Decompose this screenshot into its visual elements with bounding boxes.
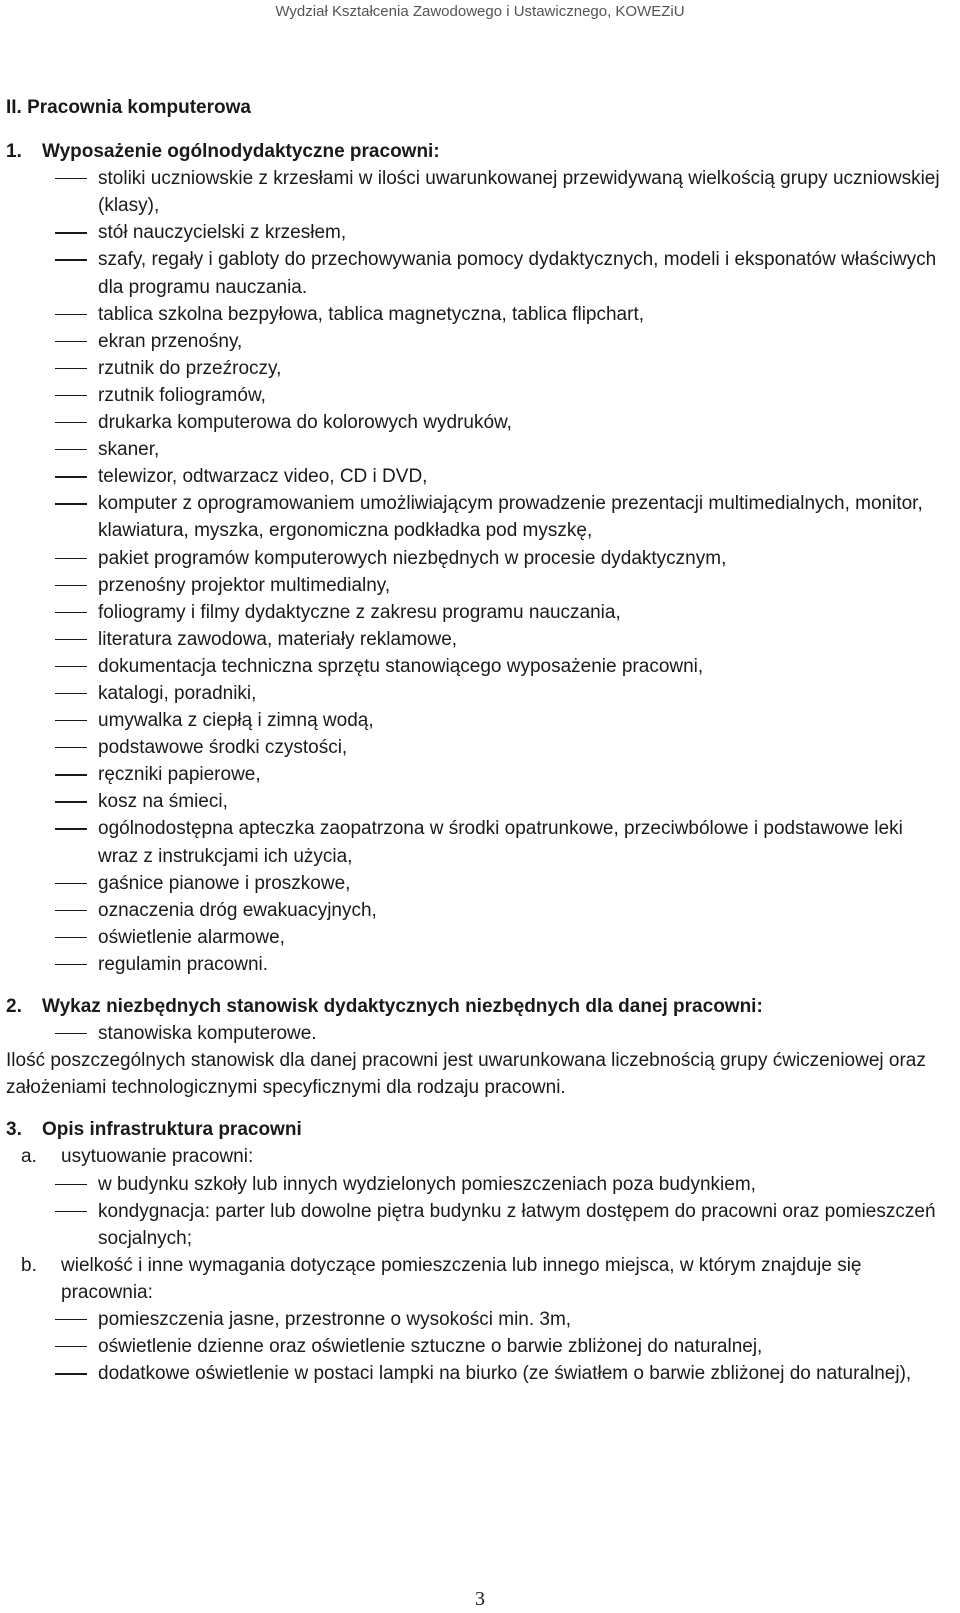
list-item-text: oznaczenia dróg ewakuacyjnych, (98, 899, 377, 921)
list-item-text: regulamin pracowni. (98, 953, 269, 975)
list-item (0, 572, 960, 599)
dash-bullet-icon (55, 558, 87, 559)
section-3-title: Opis infrastruktura pracowni (42, 1119, 302, 1141)
list-item-text: pomieszczenia jasne, przestronne o wysokości min. 3m, (98, 1309, 572, 1331)
list-item (0, 951, 960, 978)
list-item (0, 490, 960, 544)
list-item (0, 924, 960, 951)
list-item (0, 436, 960, 463)
list-item (0, 165, 960, 219)
section-2-number: 2. (6, 996, 22, 1017)
dash-bullet-icon (55, 503, 87, 504)
list-item (0, 707, 960, 734)
dash-bullet-icon (55, 1184, 87, 1185)
list-item-text: podstawowe środki czystości, (98, 737, 348, 759)
list-item-text: skaner, (98, 439, 160, 461)
dash-bullet-icon (55, 1033, 87, 1034)
list-item (0, 463, 960, 490)
location-list (0, 1171, 960, 1252)
list-item-text: foliogramy i filmy dydaktyczne z zakresu programu nauczania, (98, 601, 621, 623)
list-item-text: literatura zawodowa, materiały reklamowe, (98, 628, 458, 650)
list-item (0, 734, 960, 761)
dash-bullet-icon (55, 964, 87, 965)
section-2-heading (0, 993, 960, 1020)
list-item-text: telewizor, odtwarzacz video, CD i DVD, (98, 466, 428, 488)
list-item-text: gaśnice pianowe i proszkowe, (98, 872, 351, 894)
list-item (0, 355, 960, 382)
list-item-text: stoliki uczniowskie z krzesłami w ilości uwarunkowanej przewidywaną wielkością grupy uczniowskiej (klasy), (98, 168, 940, 217)
list-item (0, 599, 960, 626)
list-item (0, 626, 960, 653)
list-item (0, 1171, 960, 1198)
list-item-text: pakiet programów komputerowych niezbędnych w procesie dydaktycznym, (98, 547, 727, 569)
list-item-text: rzutnik foliogramów, (98, 384, 266, 406)
list-item-text: stół nauczycielski z krzesłem, (98, 222, 347, 244)
document-body (0, 94, 960, 1387)
list-item (0, 897, 960, 924)
section-1-title: Wyposażenie ogólnodydaktyczne pracowni: (42, 141, 440, 163)
list-item-text: katalogi, poradniki, (98, 682, 257, 704)
dash-bullet-icon (55, 828, 87, 829)
list-item (0, 1306, 960, 1333)
dash-bullet-icon (55, 612, 87, 613)
page-number: 3 (475, 1588, 485, 1610)
list-item-text: dokumentacja techniczna sprzętu stanowiącego wyposażenie pracowni, (98, 655, 704, 677)
list-item (0, 328, 960, 355)
list-item (0, 788, 960, 815)
dash-bullet-icon (55, 1373, 87, 1374)
dash-bullet-icon (55, 883, 87, 884)
workstation-list (0, 1020, 960, 1047)
dash-bullet-icon (55, 720, 87, 721)
equipment-list (0, 165, 960, 978)
list-item (0, 680, 960, 707)
dash-bullet-icon (55, 693, 87, 694)
list-item-text: oświetlenie dzienne oraz oświetlenie sztuczne o barwie zbliżonej do naturalnej, (98, 1336, 763, 1358)
list-item (0, 301, 960, 328)
list-item (0, 761, 960, 788)
dash-bullet-icon (55, 476, 87, 477)
list-item-text: stanowiska komputerowe. (98, 1023, 317, 1045)
dash-bullet-icon (55, 774, 87, 775)
list-item-text: ogólnodostępna apteczka zaopatrzona w środki opatrunkowe, przeciwbólowe i podstawowe leki wraz z instrukcjami ich użycia, (98, 818, 903, 867)
dash-bullet-icon (55, 314, 87, 315)
subpoint-a-text: usytuowanie pracowni: (61, 1146, 254, 1168)
subpoint-a (0, 1143, 960, 1170)
list-item (0, 409, 960, 436)
list-item-text: dodatkowe oświetlenie w postaci lampki na biurko (ze światłem o barwie zbliżonej do naturalnej), (98, 1363, 912, 1385)
dash-bullet-icon (55, 368, 87, 369)
list-item-text: przenośny projektor multimedialny, (98, 574, 391, 596)
dash-bullet-icon (55, 639, 87, 640)
room-requirements-list (0, 1306, 960, 1387)
list-item (0, 1360, 960, 1387)
dash-bullet-icon (55, 937, 87, 938)
list-item-text: drukarka komputerowa do kolorowych wydruków, (98, 412, 512, 434)
section-2-paragraph: Ilość poszczególnych stanowisk dla danej pracowni jest uwarunkowana liczebnością grupy ćwiczeniowej oraz założeniami technologicznymi specyficznymi dla rodzaju pracowni. (6, 1050, 926, 1099)
list-item (0, 653, 960, 680)
dash-bullet-icon (55, 178, 87, 179)
dash-bullet-icon (55, 666, 87, 667)
subpoint-b (0, 1252, 960, 1306)
list-item-text: kosz na śmieci, (98, 791, 228, 813)
section-1-heading (0, 138, 960, 165)
list-item-text: umywalka z ciepłą i zimną wodą, (98, 710, 374, 732)
dash-bullet-icon (55, 449, 87, 450)
dash-bullet-icon (55, 801, 87, 802)
list-item-text: tablica szkolna bezpyłowa, tablica magnetyczna, tablica flipchart, (98, 303, 645, 325)
subpoint-a-marker: a. (21, 1146, 37, 1168)
list-item-text: oświetlenie alarmowe, (98, 926, 285, 948)
list-item-text: kondygnacja: parter lub dowolne piętra budynku z łatwym dostępem do pracowni oraz pomieszczeń socjalnych; (98, 1200, 936, 1249)
section-3-heading (0, 1116, 960, 1143)
list-item (0, 870, 960, 897)
dash-bullet-icon (55, 259, 87, 260)
dash-bullet-icon (55, 585, 87, 586)
subpoint-b-marker: b. (21, 1254, 37, 1276)
dash-bullet-icon (55, 395, 87, 396)
list-item (0, 219, 960, 246)
page-header: Wydział Kształcenia Zawodowego i Ustawicznego, KOWEZiU (275, 3, 685, 20)
list-item (0, 815, 960, 869)
list-item-text: w budynku szkoły lub innych wydzielonych pomieszczeniach poza budynkiem, (98, 1173, 756, 1195)
dash-bullet-icon (55, 422, 87, 423)
dash-bullet-icon (55, 747, 87, 748)
section-1-number: 1. (6, 141, 22, 163)
list-item (0, 545, 960, 572)
list-item (0, 1198, 960, 1252)
section-2-title: Wykaz niezbędnych stanowisk dydaktycznych niezbędnych dla danej pracowni: (42, 996, 763, 1017)
section-3-number: 3. (6, 1119, 22, 1141)
list-item (0, 1333, 960, 1360)
list-item (0, 382, 960, 409)
list-item (0, 246, 960, 300)
dash-bullet-icon (55, 1319, 87, 1320)
subpoint-b-text: wielkość i inne wymagania dotyczące pomieszczenia lub innego miejsca, w którym znajduje się pracownia: (61, 1254, 862, 1303)
section-title: II. Pracownia komputerowa (6, 97, 251, 118)
list-item-text: ręczniki papierowe, (98, 764, 261, 786)
list-item-text: komputer z oprogramowaniem umożliwiającym prowadzenie prezentacji multimedialnych, monitor, klawiatura, myszka, ergonomiczna podkładka pod myszkę, (98, 493, 923, 542)
dash-bullet-icon (55, 232, 87, 233)
list-item-text: rzutnik do przeźroczy, (98, 357, 282, 379)
dash-bullet-icon (55, 910, 87, 911)
list-item-text: szafy, regały i gabloty do przechowywania pomocy dydaktycznych, modeli i eksponatów właściwych dla programu nauczania. (98, 249, 937, 298)
dash-bullet-icon (55, 341, 87, 342)
list-item (0, 1020, 960, 1047)
dash-bullet-icon (55, 1346, 87, 1347)
list-item-text: ekran przenośny, (98, 330, 243, 352)
dash-bullet-icon (55, 1211, 87, 1212)
